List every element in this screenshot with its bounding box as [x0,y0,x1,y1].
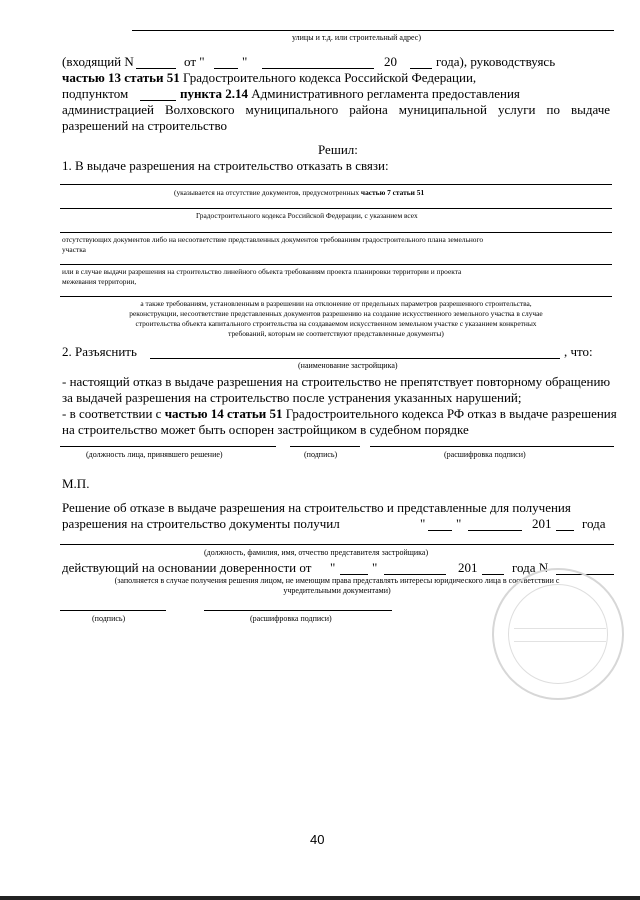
attorney-text: действующий на основании доверенности от [62,560,312,575]
recipient-decoding-caption: (расшифровка подписи) [250,614,332,623]
official-position-field[interactable] [60,446,276,447]
note-missing-documents: отсутствующих документов либо на несоответствие представленных документов требованиям градостроительного плана земельного [62,235,484,244]
attorney-note-2: учредительными документами) [283,586,391,595]
received-quote-open: " [420,516,426,531]
explanation-rest: Градостроительного кодекса РФ отказ в выдаче разрешения [282,406,617,421]
reason-line-2[interactable] [60,208,612,209]
quote-close: " [242,54,248,69]
received-month-field[interactable] [468,530,522,531]
part-7-article-51: частью 7 статьи 51 [360,188,425,197]
incoming-day-field[interactable] [214,68,238,69]
stamp-seal [492,568,624,700]
guided-text: года), руководствуясь [436,54,556,69]
received-quote-close: " [456,516,462,531]
received-year-suffix: года [582,516,606,531]
received-year-field[interactable] [556,530,574,531]
item-1-refuse: 1. В выдаче разрешения на строительство отказать в связи: [62,158,389,173]
reason-line-4[interactable] [60,264,612,265]
reason-line-5[interactable] [60,296,612,297]
official-decoding-caption: (расшифровка подписи) [444,450,526,459]
year-prefix: 20 [384,54,397,69]
reason-line-3[interactable] [60,232,612,233]
attorney-note: (заполняется в случае получения решения лицом, не имеющим права представлять интересы юридического лица в соответствии с [114,576,560,585]
official-decoding-field[interactable] [370,446,614,447]
received-line-2: разрешения на строительство документы получил [62,516,340,531]
note-documents-text: (указывается на отсутствие документов, предусмотренных [174,188,361,197]
note-code: Градостроительного кодекса Российской Федерации, с указанием всех [196,211,418,220]
note-linear-object: или в случае выдачи разрешения на строительство линейного объекта требованиям проекта планировки территории и проекта [62,267,462,276]
part-13-article-51: частью 13 статьи 51 [62,70,180,85]
point-2-14: пункта 2.14 [180,86,249,101]
scan-edge [0,896,640,900]
explanation-line-2: за выдачей разрешения на строительство после устранения указанных нарушений; [62,390,522,405]
from-label: от " [184,54,205,69]
address-caption: улицы и т.д. или строительный адрес) [292,33,422,42]
attorney-quote-close: " [372,560,378,575]
official-signature-field[interactable] [290,446,360,447]
decision-heading: Решил: [318,142,358,157]
received-year-prefix: 201 [532,516,552,531]
item-2-suffix: , что: [564,344,593,359]
item-2-explain: 2. Разъяснить [62,344,137,359]
note-requirements-3: строительства объекта капитального строительства на создаваемом искусственном земельном участке с указанием конкретных [135,319,537,328]
note-documents [174,188,424,198]
page-number: 40 [310,832,325,847]
recipient-signature-field[interactable] [60,610,166,611]
regulation-line [180,86,520,102]
regulation-line-3: разрешений на строительство [62,118,227,133]
developer-name-caption: (наименование застройщика) [298,361,398,370]
explanation-line-4: на строительство может быть оспорен застройщиком в судебном порядке [62,422,469,437]
recipient-decoding-field[interactable] [204,610,392,611]
code-reference-line [62,70,476,86]
official-signature-caption: (подпись) [304,450,338,459]
explanation-line-1: - настоящий отказ в выдаче разрешения на строительство не препятствует повторному обращению [62,374,611,389]
attorney-quote-open: " [330,560,336,575]
address-line [132,30,614,31]
explanation-prefix: - в соответствии с [62,406,165,421]
reason-line-1[interactable] [60,184,612,185]
note-linear-object-2: межевания территории, [62,277,137,286]
incoming-label: (входящий N [62,54,134,69]
code-reference-text: Градостроительного кодекса Российской Федерации, [179,70,477,85]
attorney-year-prefix: 201 [458,560,478,575]
note-requirements: а также требованиям, установленным в разрешении на отклонение от предельных параметров разрешенного строительства, [140,299,532,308]
attorney-year-suffix: года N [512,560,549,575]
incoming-year-field[interactable] [410,68,432,69]
explanation-line-3 [62,406,617,422]
note-missing-documents-2: участка [62,245,86,254]
regulation-line-2: администрацией Волховского муниципального района муниципальной услуги по выдаче [62,102,610,117]
note-requirements-4: требований, которым не соответствуют представленные документы) [228,329,444,338]
received-line-1: Решение об отказе в выдаче разрешения на строительство и представленные для получения [62,500,571,515]
part-14-article-51: частью 14 статьи 51 [164,406,283,421]
subpoint-field[interactable] [140,100,176,101]
attorney-day-field[interactable] [340,574,368,575]
official-position-caption: (должность лица, принявшего решение) [86,450,223,459]
seal-place: М.П. [62,476,90,491]
received-day-field[interactable] [428,530,452,531]
applicant-caption: (должность, фамилия, имя, отчество представителя застройщика) [204,548,429,557]
recipient-signature-caption: (подпись) [92,614,126,623]
incoming-month-field[interactable] [262,68,374,69]
stamp-seal-band [514,628,606,642]
incoming-number-field[interactable] [136,68,176,69]
note-requirements-2: реконструкции, несоответствие представленных документов разрешению на создание искусственного земельного участка в случае [129,309,543,318]
regulation-text: Административного регламента предоставления [248,86,520,101]
attorney-month-field[interactable] [384,574,446,575]
applicant-field[interactable] [60,544,614,545]
subpoint-label: подпунктом [62,86,129,101]
attorney-year-field[interactable] [482,574,504,575]
developer-name-field[interactable] [150,358,560,359]
